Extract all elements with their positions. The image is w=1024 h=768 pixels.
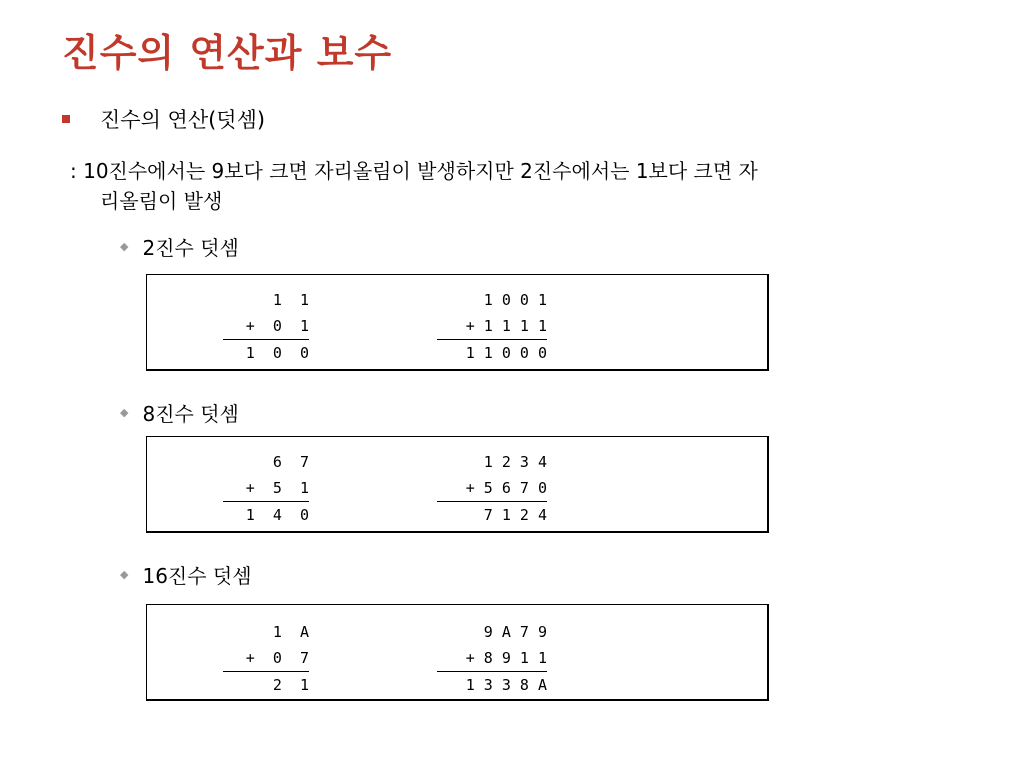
description — [70, 156, 990, 216]
operand-b: + 5 6 7 0 — [437, 475, 547, 502]
main-bullet-text: 진수의 연산(덧셈) — [100, 108, 266, 132]
binary-addition-left — [223, 287, 309, 366]
hex-addition-left — [223, 619, 309, 698]
operand-a: 1 2 3 4 — [483, 453, 547, 471]
operand-b: + 0 1 — [223, 313, 309, 340]
operand-a: 1 A — [272, 623, 309, 641]
octal-addition-right — [437, 449, 547, 528]
sum: 2 1 — [272, 676, 309, 694]
section-heading-binary — [120, 232, 239, 261]
section-heading-text: 2진수 덧셈 — [142, 236, 239, 260]
operand-b: + 5 1 — [223, 475, 309, 502]
square-bullet-icon — [62, 115, 70, 123]
operand-b: + 1 1 1 1 — [437, 313, 547, 340]
binary-addition-box — [146, 274, 769, 371]
sum: 1 0 0 — [245, 344, 309, 362]
operand-a: 6 7 — [272, 453, 309, 471]
operand-a: 1 0 0 1 — [483, 291, 547, 309]
binary-addition-right — [437, 287, 547, 366]
sum: 7 1 2 4 — [483, 506, 547, 524]
main-bullet — [62, 104, 265, 134]
operand-b: + 8 9 1 1 — [437, 645, 547, 672]
sum: 1 1 0 0 0 — [465, 344, 547, 362]
octal-addition-box — [146, 436, 769, 533]
diamond-bullet-icon: ◆ — [120, 406, 129, 419]
section-heading-text: 8진수 덧셈 — [142, 402, 239, 426]
operand-b: + 0 7 — [223, 645, 309, 672]
section-heading-text: 16진수 덧셈 — [142, 564, 252, 588]
hex-addition-right — [437, 619, 547, 698]
hex-addition-box — [146, 604, 769, 701]
sum: 1 3 3 8 A — [465, 676, 547, 694]
description-line-2: 리올림이 발생 — [100, 189, 223, 213]
section-heading-hex — [120, 560, 252, 589]
octal-addition-left — [223, 449, 309, 528]
slide-title: 진수의 연산과 보수 — [62, 30, 393, 75]
diamond-bullet-icon: ◆ — [120, 568, 129, 581]
operand-a: 1 1 — [272, 291, 309, 309]
sum: 1 4 0 — [245, 506, 309, 524]
diamond-bullet-icon: ◆ — [120, 240, 129, 253]
description-line-1: : 10진수에서는 9보다 크면 자리올림이 발생하지만 2진수에서는 1보다 크면 자 — [70, 159, 758, 183]
section-heading-octal — [120, 398, 239, 427]
operand-a: 9 A 7 9 — [483, 623, 547, 641]
